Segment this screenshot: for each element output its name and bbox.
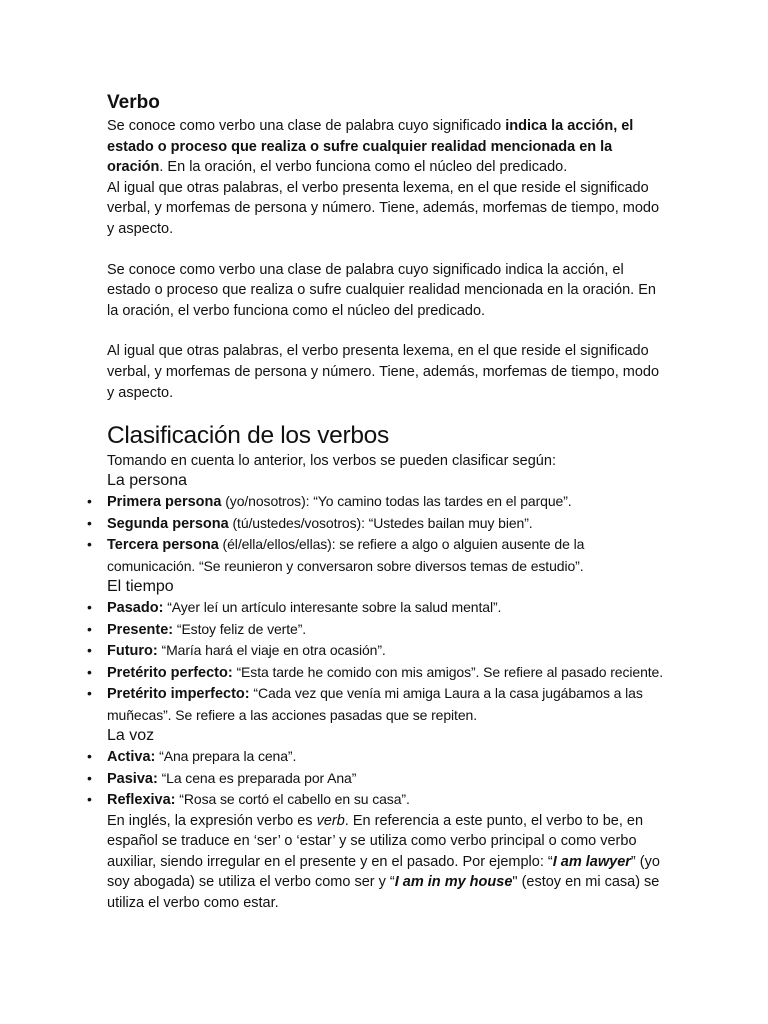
english-text-4: " (estoy en mi casa) se utiliza el verbo como estar. [107, 874, 660, 911]
paragraph-gap [107, 321, 667, 341]
item-text: “Estoy feliz de verte”. [173, 620, 307, 637]
list-item [83, 683, 667, 726]
bullet-icon: • [87, 748, 92, 765]
definition-text-start: Se conoce como verbo una clase de palabra cuyo significado [107, 118, 506, 134]
item-text: (yo/nosotros): “Yo camino todas las tardes en el parque”. [221, 493, 572, 510]
section-intro: Tomando en cuenta lo anterior, los verbos se pueden clasificar según: [107, 453, 556, 470]
item-label: Pasiva: [107, 770, 158, 787]
item-label: Activa: [107, 749, 156, 766]
item-text: “Ana prepara la cena”. [155, 748, 297, 765]
section-title: Clasificación de los verbos [107, 422, 389, 450]
list-tiempo [83, 597, 667, 726]
subheading-persona: La persona [107, 472, 188, 490]
list-item [83, 746, 667, 768]
list-item [83, 491, 667, 513]
definition-text-end: . En la oración, el verbo funciona como el núcleo del predicado. [159, 159, 568, 176]
english-text-2: . En referencia a este punto, el verbo to be, en español se traduce en ‘ser’ o ‘estar’ y se utiliza como verbo principal o como verbo auxiliar, siendo irregular en el presente y en el pasado. Por ejemplo: “ [107, 812, 644, 870]
paragraph-gap [107, 240, 667, 260]
list-item [83, 789, 667, 811]
definition-paragraph-repeat: Se conoce como verbo una clase de palabra cuyo significado indica la acción, el estado o proceso que realiza o sufre cualquier realidad mencionada en la oración. En la oración, el verbo funciona como el núcleo del predicado. [107, 261, 656, 319]
list-item [83, 640, 667, 662]
item-text: “Rosa se cortó el cabello en su casa”. [175, 791, 410, 808]
item-text: (tú/ustedes/vosotros): “Ustedes bailan muy bien”. [228, 514, 533, 531]
item-label: Pasado: [107, 600, 164, 617]
item-text: “Cada vez que venía mi amiga Laura a la casa jugábamos a las muñecas”. Se refiere a las acciones pasadas que se repiten. [107, 685, 643, 723]
item-label: Presente: [107, 621, 174, 638]
list-persona [83, 491, 667, 577]
english-italic-lawyer: I am lawyer [552, 853, 631, 870]
item-label: Primera persona [107, 494, 222, 511]
item-text: “La cena es preparada por Ana” [157, 769, 357, 786]
english-paragraph [107, 811, 667, 914]
english-italic-house: I am in my house [394, 874, 513, 891]
english-text-1: En inglés, la expresión verbo es [107, 812, 317, 829]
item-text: “Ayer leí un artículo interesante sobre la salud mental”. [163, 599, 502, 616]
item-label: Tercera persona [107, 537, 219, 554]
list-item [83, 513, 667, 535]
definition-paragraph [107, 116, 667, 178]
english-text-3: ” (yo soy abogada) se utiliza el verbo como ser y “ [107, 853, 660, 891]
item-label: Pretérito perfecto: [107, 664, 233, 681]
bullet-icon: • [87, 642, 92, 659]
item-text: “María hará el viaje en otra ocasión”. [157, 642, 386, 659]
lexema-paragraph-repeat: Al igual que otras palabras, el verbo presenta lexema, en el que reside el significado verbal, y morfemas de persona y número. Tiene, además, morfemas de tiempo, modo y aspecto. [107, 343, 660, 401]
list-item [83, 619, 667, 641]
bullet-icon: • [87, 514, 92, 531]
list-item [83, 662, 667, 684]
item-text: (él/ella/ellos/ellas): se refiere a algo o alguien ausente de la comunicación. “Se reunieron y conversaron sobre diversos temas de estudio”. [107, 536, 585, 574]
item-label: Pretérito imperfecto: [107, 686, 250, 703]
subheading-tiempo: El tiempo [107, 578, 174, 596]
item-label: Reflexiva: [107, 792, 176, 809]
bullet-icon: • [87, 599, 92, 616]
list-item [83, 534, 667, 577]
item-text: “Esta tarde he comido con mis amigos”. Se refiere al pasado reciente. [232, 663, 664, 680]
subheading-voz: La voz [107, 727, 155, 745]
bullet-icon: • [87, 769, 92, 786]
document-content [87, 90, 667, 914]
item-label: Futuro: [107, 643, 158, 660]
definition-bold: indica la acción, el estado o proceso que realiza o sufre cualquier realidad mencionada en la oración [107, 118, 634, 176]
bullet-icon: • [87, 663, 92, 680]
list-item [83, 597, 667, 619]
list-item [83, 768, 667, 790]
list-voz [83, 746, 667, 811]
bullet-icon: • [87, 620, 92, 637]
bullet-icon: • [87, 493, 92, 510]
bullet-icon: • [87, 536, 92, 553]
lexema-paragraph: Al igual que otras palabras, el verbo presenta lexema, en el que reside el significado verbal, y morfemas de persona y número. Tiene, además, morfemas de tiempo, modo y aspecto. [107, 179, 660, 237]
page-title: Verbo [107, 92, 160, 113]
bullet-icon: • [87, 685, 92, 702]
english-italic-verb: verb [316, 812, 345, 829]
bullet-icon: • [87, 791, 92, 808]
item-label: Segunda persona [107, 515, 229, 532]
